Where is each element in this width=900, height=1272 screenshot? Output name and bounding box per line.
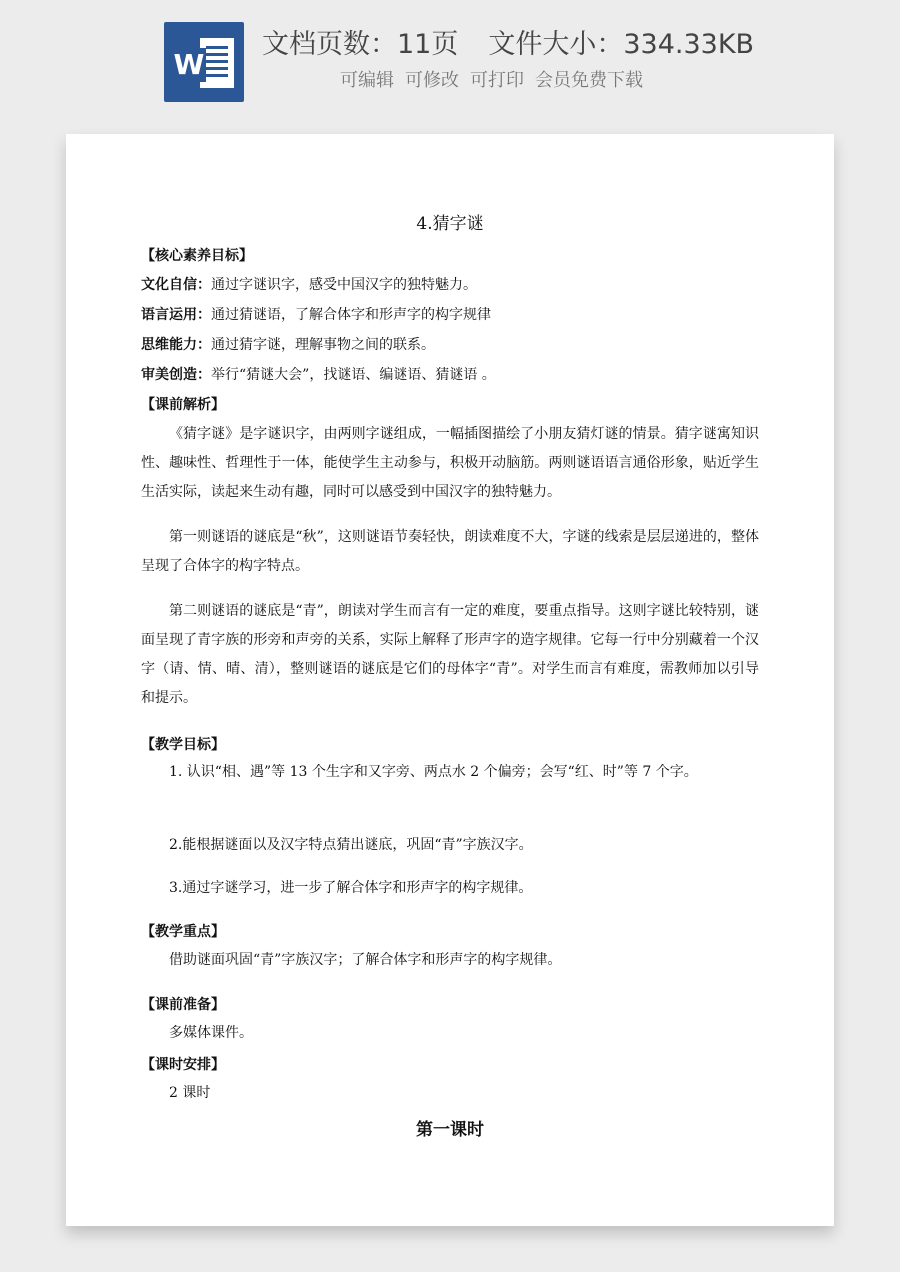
core-goal-item: 思维能力：通过猜字谜，理解事物之间的联系。 [141,337,435,353]
feature-printable: 可打印 [470,70,524,91]
teaching-goal-item: 1. 认识“相、遇”等 13 个生字和又字旁、两点水 2 个偏旁；会写“红、时”等 7 个字。 [169,764,698,780]
banner-features [340,66,643,92]
core-goal-item: 语言运用：通过猜谜语，了解合体字和形声字的构字规律 [141,307,491,323]
schedule-heading: 【课时安排】 [141,1057,225,1073]
schedule-text: 2 课时 [169,1085,211,1101]
core-goals-heading: 【核心素养目标】 [141,248,253,264]
lesson-title: 第一课时 [416,1120,484,1140]
key-points-heading: 【教学重点】 [141,924,225,940]
analysis-heading: 【课前解析】 [141,397,225,413]
key-points-text: 借助谜面巩固“青”字族汉字；了解合体字和形声字的构字规律。 [169,952,562,968]
preparation-heading: 【课前准备】 [141,997,225,1013]
feature-editable: 可编辑 [340,70,394,91]
core-goal-item: 文化自信：通过字谜识字，感受中国汉字的独特魅力。 [141,277,477,293]
analysis-paragraph: 《猜字谜》是字谜识字，由两则字谜组成，一幅插图描绘了小朋友猜灯谜的情景。猜字谜寓知识性、趣味性、哲理性于一体，能使学生主动参与，积极开动脑筋。两则谜语语言通俗形象，贴近学生生活实际，读起来生动有趣，同时可以感受到中国汉字的独特魅力。 [141,426,759,500]
page-count: 文档页数：11页 [262,29,459,60]
core-goal-item: 审美创造：举行“猜谜大会”，找谜语、编谜语、猜谜语 。 [141,367,496,383]
teaching-goal-item: 3.通过字谜学习，进一步了解合体字和形声字的构字规律。 [169,880,533,896]
file-size: 文件大小：334.33KB [488,29,755,60]
word-document-icon: W [164,22,244,102]
preparation-text: 多媒体课件。 [169,1025,253,1041]
document-title: 4.猜字谜 [416,214,484,234]
feature-modifiable: 可修改 [405,70,459,91]
teaching-goals-heading: 【教学目标】 [141,737,225,753]
document-page [66,134,834,1226]
teaching-goal-item: 2.能根据谜面以及汉字特点猜出谜底，巩固“青”字族汉字。 [169,837,533,853]
feature-member-download: 会员免费下载 [535,70,643,91]
analysis-paragraph: 第二则谜语的谜底是“青”，朗读对学生而言有一定的难度，要重点指导。这则字谜比较特别，谜面呈现了青字族的形旁和声旁的关系，实际上解释了形声字的造字规律。它每一行中分别藏着一个汉字（请、情、晴、清），整则谜语的谜底是它们的母体字“青”。对学生而言有难度，需教师加以引导和提示。 [141,603,759,706]
analysis-paragraph: 第一则谜语的谜底是“秋”，这则谜语节奏轻快，朗读难度不大，字谜的线索是层层递进的，整体呈现了合体字的构字特点。 [141,529,759,574]
document-banner [0,0,900,120]
banner-title [262,22,754,61]
